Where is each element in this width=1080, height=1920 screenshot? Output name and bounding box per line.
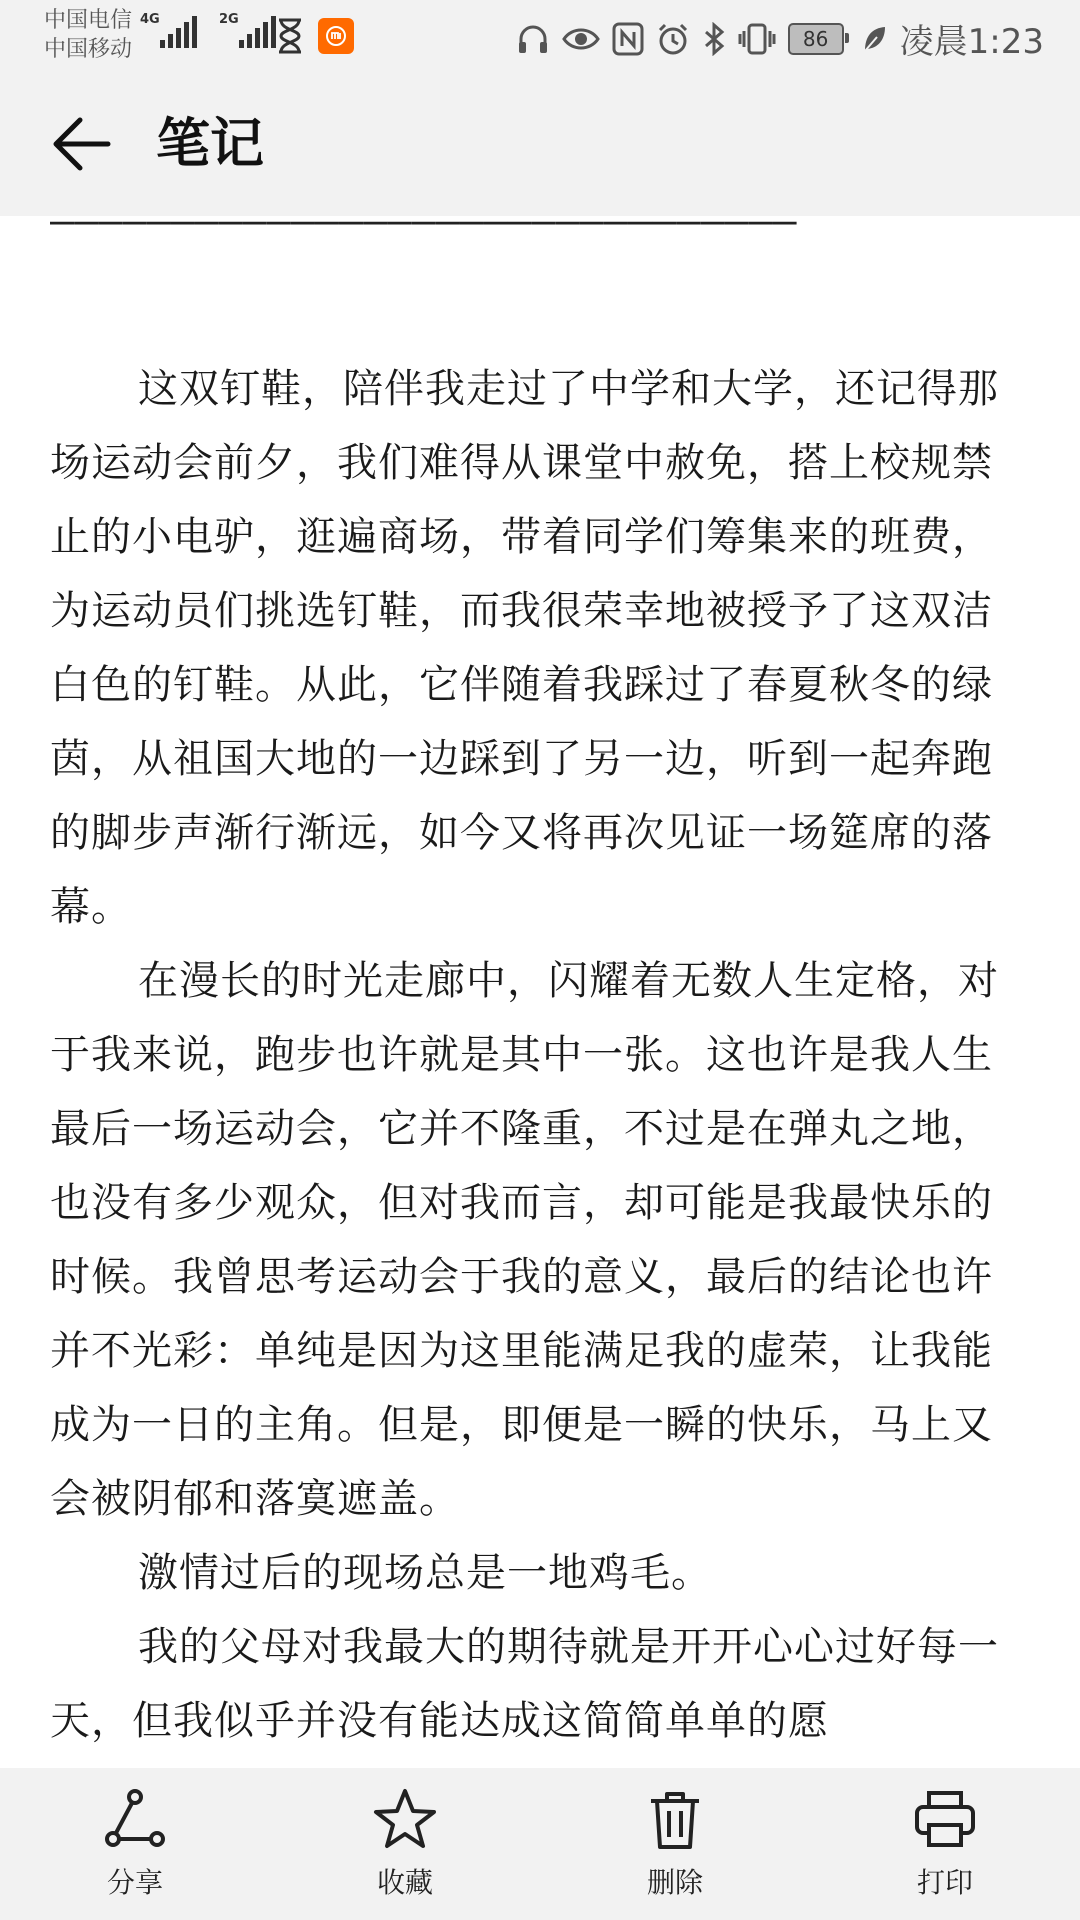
arrow-left-icon [52, 114, 112, 174]
page-title: 笔记 [156, 112, 264, 175]
bluetooth-icon [702, 22, 726, 56]
leaf-icon [862, 24, 888, 54]
battery-icon [788, 23, 844, 55]
note-paragraph-1: 这双钉鞋，陪伴我走过了中学和大学，还记得那场运动会前夕，我们难得从课堂中赦免，搭上校规禁止的小电驴，逛遍商场，带着同学们筹集来的班费，为运动员们挑选钉鞋，而我很荣幸地被授予了这双洁白色的钉鞋。从此，它伴随着我踩过了春夏秋冬的绿茵，从祖国大地的一边踩到了另一边，听到一起奔跑的脚步声渐行渐远，如今又将再次见证一场筵席的落幕。 [50, 366, 999, 930]
favorite-label: 收藏 [376, 1866, 433, 1899]
bottom-action-bar [0, 1768, 1080, 1920]
separator-line: ——————————————————————————————— [50, 216, 797, 244]
share-icon [103, 1787, 167, 1851]
alarm-icon [656, 22, 690, 56]
battery-level: 86 [802, 26, 829, 51]
delete-label: 删除 [646, 1866, 703, 1899]
back-button[interactable] [50, 112, 114, 176]
printer-icon [913, 1787, 977, 1851]
eye-icon [562, 22, 600, 56]
hourglass-icon [276, 18, 304, 54]
sim2-network-label: 2G [219, 12, 239, 27]
note-content[interactable] [0, 216, 1080, 1768]
headset-icon [516, 22, 550, 56]
trash-icon [643, 1787, 707, 1851]
vibrate-icon [738, 22, 776, 56]
note-body[interactable] [50, 352, 1000, 1758]
print-button[interactable] [845, 1774, 1045, 1914]
carrier-1-label: 中国电信 [44, 8, 133, 33]
status-bar [0, 0, 1080, 72]
app-bar [0, 72, 1080, 216]
note-paragraph-4: 我的父母对我最大的期待就是开开心心过好每一天，但我似乎并没有能达成这简简单单的愿 [50, 1624, 999, 1744]
star-icon [373, 1787, 437, 1851]
note-paragraph-3: 激情过后的现场总是一地鸡毛。 [138, 1550, 712, 1596]
nfc-icon [612, 22, 644, 56]
favorite-button[interactable] [305, 1774, 505, 1914]
sim1-network-label: 4G [140, 12, 160, 27]
clock: 凌晨1:23 [899, 22, 1044, 62]
system-status-icons [516, 14, 1044, 63]
sim1-signal-icon [140, 12, 197, 48]
notification-icons [276, 18, 354, 54]
carrier-labels [44, 6, 132, 64]
share-button[interactable] [35, 1774, 235, 1914]
mi-app-icon [318, 18, 354, 54]
signal-indicators [140, 12, 276, 48]
note-paragraph-2: 在漫长的时光走廊中，闪耀着无数人生定格，对于我来说，跑步也许就是其中一张。这也许是我人生最后一场运动会，它并不隆重，不过是在弹丸之地，也没有多少观众，但对我而言，却可能是我最快乐的时候。我曾思考运动会于我的意义，最后的结论也许并不光彩：单纯是因为这里能满足我的虚荣，让我能成为一日的主角。但是，即便是一瞬的快乐，马上又会被阴郁和落寞遮盖。 [50, 958, 999, 1522]
sim2-signal-icon [219, 12, 276, 48]
share-label: 分享 [106, 1866, 163, 1899]
delete-button[interactable] [575, 1774, 775, 1914]
print-label: 打印 [916, 1866, 973, 1899]
carrier-2-label: 中国移动 [44, 37, 133, 62]
